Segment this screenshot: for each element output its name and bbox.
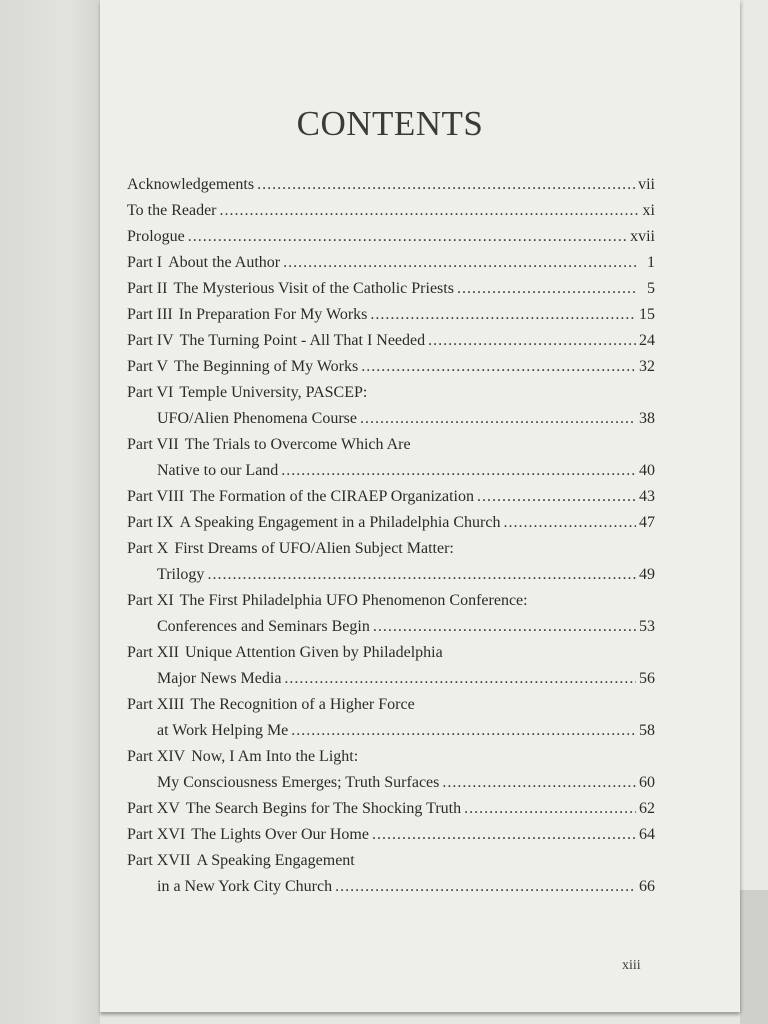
dot-leader	[283, 250, 638, 276]
toc-entry-title-continued: at Work Helping Me	[157, 722, 289, 739]
background-shadow	[740, 890, 768, 1024]
toc-part-label: Part I	[127, 254, 163, 271]
toc-page-number: 49	[639, 566, 655, 583]
toc-entry-title: The Beginning of My Works	[174, 358, 359, 375]
toc-entry-part-17	[127, 848, 655, 900]
toc-part-label: Part XV	[127, 800, 180, 817]
toc-entry-title: Now, I Am Into the Light:	[191, 748, 359, 765]
toc-entry-title: Prologue	[127, 228, 185, 245]
toc-entry-part-14	[127, 744, 655, 796]
toc-part-label: Part XI	[127, 592, 174, 609]
toc-entry-part-9	[127, 510, 655, 536]
toc-entry-title-continued: in a New York City Church	[157, 878, 333, 895]
dot-leader	[335, 874, 636, 900]
dot-leader	[464, 796, 636, 822]
toc-entry-title: First Dreams of UFO/Alien Subject Matter:	[174, 540, 454, 557]
background-right	[740, 0, 768, 890]
toc-part-label: Part II	[127, 280, 168, 297]
toc-page-number: 43	[639, 488, 655, 505]
book-page	[100, 0, 740, 1012]
toc-part-label: Part XIII	[127, 696, 185, 713]
toc-entry-part-4	[127, 328, 655, 354]
toc-entry-part-16	[127, 822, 655, 848]
toc-entry-part-6	[127, 380, 655, 432]
toc-page-number: 5	[647, 280, 655, 297]
toc-page-number: 1	[647, 254, 655, 271]
toc-page-number: 53	[639, 618, 655, 635]
toc-part-label: Part XVII	[127, 852, 191, 869]
toc-entry-part-3	[127, 302, 655, 328]
toc-entry-title: Acknowledgements	[127, 176, 255, 193]
toc-page-number: vii	[638, 176, 655, 193]
dot-leader	[281, 458, 636, 484]
toc-entry-part-15	[127, 796, 655, 822]
dot-leader	[360, 406, 636, 432]
toc-entry-title-continued: UFO/Alien Phenomena Course	[157, 410, 357, 427]
toc-entry-title-continued: My Consciousness Emerges; Truth Surfaces	[157, 774, 440, 791]
toc-page-number: 64	[639, 826, 655, 843]
toc-page-number: 32	[639, 358, 655, 375]
toc-part-label: Part V	[127, 358, 169, 375]
toc-page-number: 58	[639, 722, 655, 739]
toc-entry-title: To the Reader	[127, 202, 217, 219]
toc-page-number: 40	[639, 462, 655, 479]
dot-leader	[207, 562, 636, 588]
book-gutter	[0, 0, 100, 1024]
toc-entry-part-12	[127, 640, 655, 692]
table-of-contents	[127, 172, 655, 900]
toc-entry-part-2	[127, 276, 655, 302]
dot-leader	[457, 276, 638, 302]
toc-part-label: Part XIV	[127, 748, 186, 765]
toc-entry-title: The Mysterious Visit of the Catholic Priests	[173, 280, 454, 297]
toc-entry-title: A Speaking Engagement in a Philadelphia Church	[179, 514, 501, 531]
toc-page-number: xvii	[630, 228, 655, 245]
toc-entry-title: The Search Begins for The Shocking Truth	[185, 800, 462, 817]
toc-part-label: Part XVI	[127, 826, 186, 843]
page-folio: xiii	[622, 958, 641, 973]
toc-entry-title: The Turning Point - All That I Needed	[179, 332, 426, 349]
toc-entry-part-8	[127, 484, 655, 510]
toc-entry-title: About the Author	[168, 254, 281, 271]
toc-entry-title: The Formation of the CIRAEP Organization	[190, 488, 474, 505]
toc-part-label: Part VIII	[127, 488, 185, 505]
toc-entry-part-7	[127, 432, 655, 484]
toc-entry-title-continued: Conferences and Seminars Begin	[157, 618, 370, 635]
toc-entry-prologue	[127, 224, 655, 250]
dot-leader	[291, 718, 636, 744]
dot-leader	[477, 484, 636, 510]
toc-part-label: Part IV	[127, 332, 174, 349]
toc-page-number: 60	[639, 774, 655, 791]
toc-entry-title: Unique Attention Given by Philadelphia	[184, 644, 443, 661]
dot-leader	[257, 172, 635, 198]
toc-page-number: 15	[639, 306, 655, 323]
dot-leader	[442, 770, 636, 796]
toc-entry-part-5	[127, 354, 655, 380]
page-title: CONTENTS	[296, 104, 484, 143]
toc-entry-acknowledgements	[127, 172, 655, 198]
toc-part-label: Part III	[127, 306, 173, 323]
toc-entry-title: The First Philadelphia UFO Phenomenon Conference:	[179, 592, 528, 609]
toc-part-label: Part IX	[127, 514, 174, 531]
toc-entry-title: The Recognition of a Higher Force	[190, 696, 415, 713]
toc-page-number: 47	[639, 514, 655, 531]
dot-leader	[220, 198, 638, 224]
toc-entry-to-the-reader	[127, 198, 655, 224]
toc-part-label: Part VI	[127, 384, 174, 401]
toc-page-number: 24	[639, 332, 655, 349]
toc-entry-title: A Speaking Engagement	[196, 852, 355, 869]
dot-leader	[503, 510, 636, 536]
dot-leader	[428, 328, 636, 354]
toc-entry-title-continued: Native to our Land	[157, 462, 279, 479]
toc-entry-title-continued: Major News Media	[157, 670, 282, 687]
toc-page-number: 38	[639, 410, 655, 427]
toc-entry-title-continued: Trilogy	[157, 566, 205, 583]
dot-leader	[188, 224, 627, 250]
toc-page-number: xi	[642, 202, 655, 219]
toc-entry-title: The Trials to Overcome Which Are	[184, 436, 411, 453]
toc-entry-part-13	[127, 692, 655, 744]
toc-part-label: Part VII	[127, 436, 179, 453]
toc-page-number: 66	[639, 878, 655, 895]
dot-leader	[361, 354, 636, 380]
toc-entry-title: In Preparation For My Works	[178, 306, 368, 323]
dot-leader	[373, 614, 636, 640]
dot-leader	[284, 666, 636, 692]
toc-page-number: 62	[639, 800, 655, 817]
dot-leader	[370, 302, 636, 328]
toc-entry-part-10	[127, 536, 655, 588]
toc-entry-part-1	[127, 250, 655, 276]
toc-entry-title: Temple University, PASCEP:	[179, 384, 368, 401]
dot-leader	[372, 822, 636, 848]
toc-entry-part-11	[127, 588, 655, 640]
toc-page-number: 56	[639, 670, 655, 687]
toc-part-label: Part X	[127, 540, 169, 557]
toc-part-label: Part XII	[127, 644, 179, 661]
toc-entry-title: The Lights Over Our Home	[191, 826, 369, 843]
